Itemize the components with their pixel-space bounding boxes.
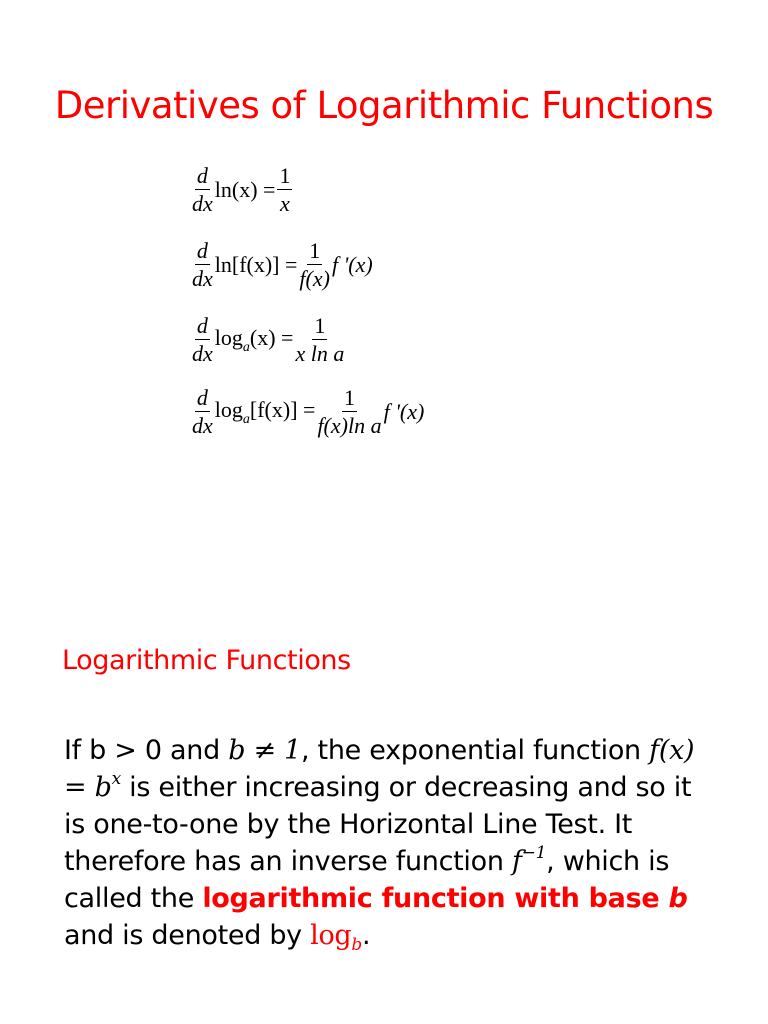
formula-function: ln(x) = (214, 177, 276, 202)
formula-result-fraction: $\frac{1}{f(x)}$ (299, 238, 330, 291)
definition-paragraph: If b > 0 and b ≠ 1, the exponential function $f(x) = b^x$ is either increasing or decreasing and so it is one-to-one by the Horizontal Line Test. It therefore has an inverse function $f^{-1}$, which is called the logarithmic function with base b and is denoted by $\log_b$. (64, 735, 695, 955)
section-heading: Logarithmic Functions (62, 645, 351, 676)
formula-result-fraction: $\frac{1}{\text{x ln a}}$ (295, 313, 345, 366)
slide-title: Derivatives of Logarithmic Functions (54, 84, 714, 127)
formula-result-fraction: $\frac{1}{x}$ (279, 163, 291, 216)
d-dx-operator: $\frac{d}{dx}$ (192, 163, 213, 216)
d-dx-operator: $\frac{d}{dx}$ (192, 238, 213, 291)
formula-tail: f '(x) (331, 252, 373, 277)
formula-log-a-x (190, 315, 346, 365)
derivative-formulas (190, 165, 540, 455)
formula-function: $\log_a(x)$ = (214, 324, 294, 355)
formula-ln-x (190, 165, 294, 215)
formula-ln-fx (190, 240, 373, 290)
d-dx-operator: $\frac{d}{dx}$ (192, 385, 213, 438)
formula-tail: f '(x) (383, 399, 425, 424)
formula-function: $\log_a[f(x)]$ = (214, 396, 316, 427)
d-dx-operator: $\frac{d}{dx}$ (192, 313, 213, 366)
formula-result-fraction: $\frac{1}{\text{f(x)ln a}}$ (317, 385, 382, 438)
formula-log-a-fx (190, 387, 424, 437)
formula-function: ln[f(x)] = (214, 252, 298, 277)
